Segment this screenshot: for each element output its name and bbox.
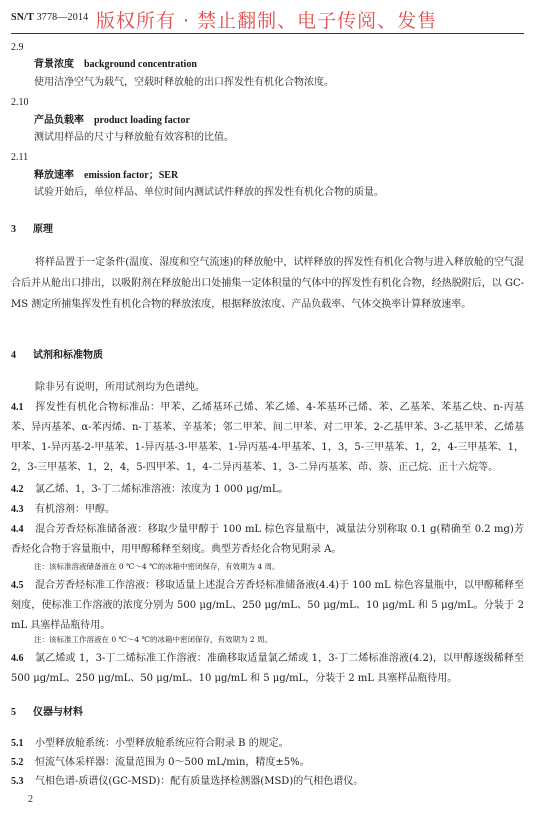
- term-heading: [34, 168, 178, 183]
- copyright-watermark: 版权所有 · 禁止翻制、电子传阅、发售: [96, 10, 438, 32]
- item-number: 4.3: [11, 504, 24, 515]
- item-text: 气相色谱-质谱仪(GC-MSD)：配有质量选择检测器(MSD)的气相色谱仪。: [35, 776, 364, 787]
- term-zh: 背景浓度: [34, 59, 74, 70]
- list-item: [11, 398, 524, 478]
- term-zh: 释放速率: [34, 170, 74, 181]
- section-heading: [11, 222, 53, 237]
- standard-prefix: SN/T: [11, 12, 34, 23]
- item-text: 混合芳香烃标准储备液：移取少量甲醇于 100 mL 棕色容量瓶中，减量法分别称取 0.1 g(精确至 0.2 mg)芳香烃化合物于容量瓶中，用甲醇稀释至刻度。典型芳香烃化合物见附录 A。: [11, 524, 524, 555]
- section-title: 原理: [33, 224, 53, 235]
- list-item: [11, 753, 524, 773]
- term-definition: 测试用样品的尺寸与释放舱有效容积的比值。: [34, 132, 234, 143]
- list-item: [11, 649, 524, 689]
- section-heading: [11, 348, 103, 363]
- page-number: 2: [28, 794, 33, 805]
- note: 注：该标准溶液储备液在 0 ℃～4 ℃的冰箱中密闭保存，有效期为 4 周。: [34, 562, 280, 571]
- term-number: 2.9: [11, 42, 24, 53]
- section-title: 试剂和标准物质: [33, 350, 103, 361]
- item-text: 小型释放舱系统：小型释放舱系统应符合附录 B 的规定。: [35, 738, 289, 749]
- term-en: background concentration: [84, 59, 197, 70]
- term-en: product loading factor: [94, 115, 190, 126]
- item-text: 氯乙烯或 1，3-丁二烯标准工作溶液：准确移取适量氯乙烯或 1，3-丁二烯标准溶液(4.2)，以甲醇逐级稀释至 500 μg/mL、250 μg/mL、50 μg/mL、10 μg/mL 和 5 μg/mL，分装于 2 mL 具塞样品瓶待用。: [11, 653, 524, 684]
- item-text: 挥发性有机化合物标准品：甲苯、乙烯基环己烯、苯乙烯、4-苯基环己烯、苯、乙基苯、苯基乙炔、n-丙基苯、异丙基苯、α-苯丙烯、n-丁基苯、辛基苯；邻二甲苯、间二甲苯、对二甲苯、2-乙基甲苯、3-乙基甲苯、乙烯基甲苯、1-异丙基-2-甲基苯、1-异丙基-3-甲基苯、1-异丙基-4-甲基苯、1，3，5-三甲基苯、1，2，4-三甲基苯、1，2，3-三甲基苯、1，2，4，5-四甲苯、1，4-二异丙基苯、1，3-二异丙基苯、茚、萘、正己烷、正十六烷等。: [11, 402, 524, 473]
- term-definition: 试验开始后，单位样品、单位时间内测试试件释放的挥发性有机化合物的质量。: [34, 187, 384, 198]
- term-number: 2.10: [11, 97, 29, 108]
- term-heading: [34, 113, 190, 128]
- page-header: [11, 8, 531, 36]
- item-number: 5.1: [11, 738, 24, 749]
- item-text: 混合芳香烃标准工作溶液：移取适量上述混合芳香烃标准储备液(4.4)于 100 mL 棕色容量瓶中，以甲醇稀释至刻度，使标准工作溶液的浓度分别为 500 μg/mL、250 μg/mL、50 μg/mL、10 μg/mL 和 5 μg/mL。分装于 2 mL 具塞样品瓶待用。: [11, 580, 524, 631]
- list-item: [11, 500, 524, 520]
- item-number: 4.2: [11, 484, 24, 495]
- term-en: emission factor；SER: [84, 170, 179, 181]
- item-number: 5.3: [11, 776, 24, 787]
- list-item: [11, 734, 524, 754]
- item-number: 4.5: [11, 580, 24, 591]
- list-item: [11, 772, 524, 792]
- section-paragraph: 将样品置于一定条件(温度、湿度和空气流速)的释放舱中，试样释放的挥发性有机化合物与进入释放舱的空气混合后并从舱出口排出，以吸附剂在释放舱出口处捕集一定体积量的气体中的挥发性有机化合物，经热脱附后，以 GC-MS 测定所捕集挥发性有机化合物的释放浓度，根据释放浓度、产品负载率、气体交换率计算释放速率。: [11, 257, 524, 310]
- item-number: 4.6: [11, 653, 24, 664]
- section-number: 5: [11, 707, 16, 718]
- header-rule: [11, 33, 524, 34]
- term-zh: 产品负载率: [34, 115, 84, 126]
- item-text: 有机溶剂：甲醇。: [35, 504, 115, 515]
- item-number: 5.2: [11, 757, 24, 768]
- list-item: [11, 480, 524, 500]
- section-number: 3: [11, 224, 16, 235]
- term-heading: [34, 57, 197, 72]
- section-number: 4: [11, 350, 16, 361]
- term-definition: 使用洁净空气为载气，空载时释放舱的出口挥发性有机化合物浓度。: [34, 77, 334, 88]
- list-item: [11, 576, 524, 636]
- section-title: 仪器与材料: [33, 707, 83, 718]
- term-number: 2.11: [11, 152, 29, 163]
- section-intro: 除非另有说明，所用试剂均为色谱纯。: [35, 382, 205, 393]
- item-number: 4.1: [11, 402, 24, 413]
- standard-code: 3778—2014: [36, 12, 89, 23]
- item-text: 恒流气体采样器：流量范围为 0～500 mL/min，精度±5%。: [35, 757, 310, 768]
- item-number: 4.4: [11, 524, 24, 535]
- standard-number: [11, 12, 88, 23]
- list-item: [11, 520, 524, 560]
- note: 注：该标准工作溶液在 0 ℃～4 ℃的冰箱中密闭保存，有效期为 2 周。: [34, 635, 273, 644]
- item-text: 氯乙烯、1，3-丁二烯标准溶液：浓度为 1 000 μg/mL。: [35, 484, 289, 495]
- section-heading: [11, 705, 83, 720]
